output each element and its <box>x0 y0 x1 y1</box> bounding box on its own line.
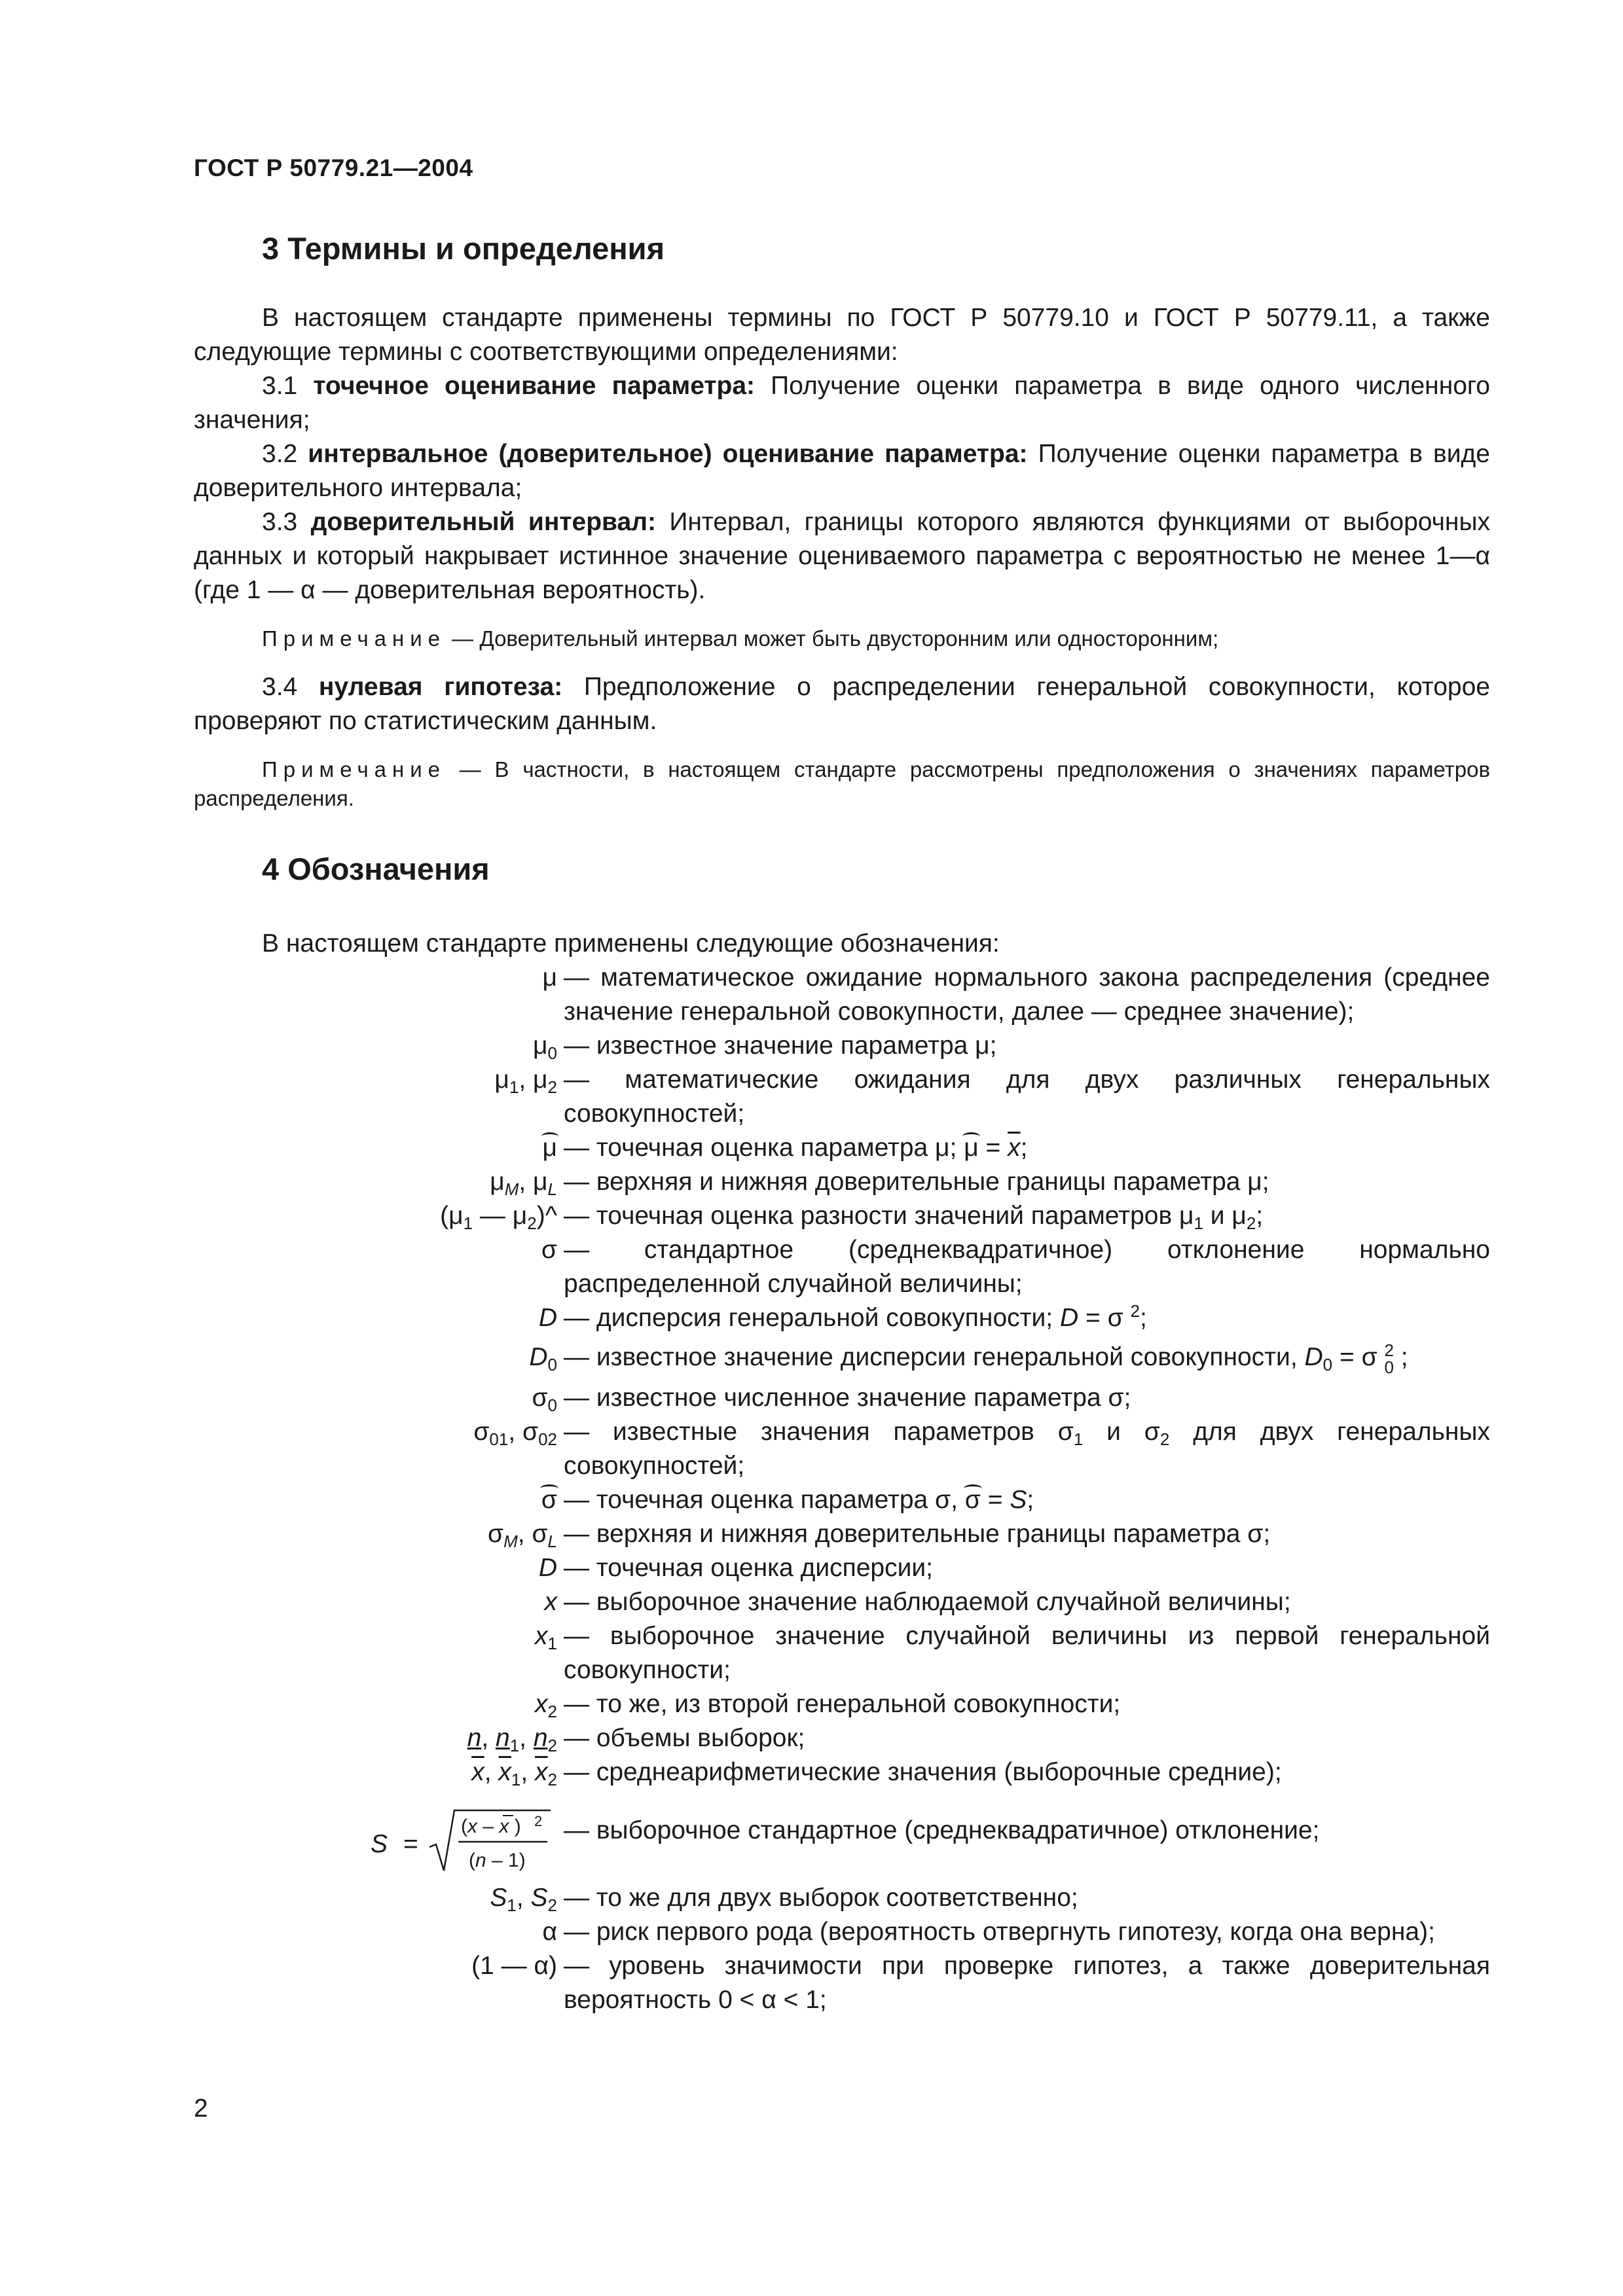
def-sigma01-02: $\sigma_{01}$, $\sigma_{02}$ — известные значения параметров $\sigma_1$ и $\sigma_2$ для двух генеральных совокупностей; <box>473 1417 1490 1480</box>
def-mu: μ — математическое ожидание нормального закона распределения (среднее значение генеральной совокупности, далее — среднее значение); <box>542 963 1490 1026</box>
term-3-3: 3.3 доверительный интервал: Интервал, границы которого являются функциями от выборочных данных и который накрывает истинное значение оцениваемого параметра с вероятностью не менее 1—α (где 1 — α — доверительная вероятность). <box>194 508 1490 604</box>
def-mu-ml: $\mu_M$, $\mu_L$ — верхняя и нижняя доверительные границы параметра μ; <box>490 1168 1269 1199</box>
document-header: ГОСТ Р 50779.21—2004 <box>194 154 473 181</box>
section-4-intro: В настоящем стандарте применены следующие обозначения: <box>262 929 1000 958</box>
section-3-body <box>194 301 1490 830</box>
page-number: 2 <box>194 2094 208 2123</box>
def-x: x — выборочное значение наблюдаемой случайной величины; <box>544 1587 1291 1616</box>
def-x2: $x_2$ — то же, из второй генеральной совокупности; <box>535 1689 1121 1721</box>
def-s12: $S_1$, $S_2$ — то же для двух выборок соответственно; <box>490 1883 1078 1915</box>
def-s-formula: S = (x – x ) 2 (n – 1) — выборочное стандартное (среднеквадратичное) отклонение; <box>194 1806 1490 1874</box>
def-sigma-hat: σ — точечная оценка параметра σ, σ = S; <box>194 1483 1490 1517</box>
def-sigma-ml: $\sigma_M$, $\sigma_L$ — верхняя и нижняя доверительные границы параметра σ; <box>488 1519 1271 1551</box>
term-3-1: 3.1 точечное оценивание параметра: Получение оценки параметра в виде одного численного значения; <box>194 372 1490 434</box>
def-xbar: $\overline{x}$, $\overline{x}_1$, $\overline{x}_2$ — среднеарифметические значения (выборочные средние); <box>471 1757 1282 1789</box>
term-3-2: 3.2 интервальное (доверительное) оценивание параметра: Получение оценки параметра в виде доверительного интервала; <box>194 440 1490 502</box>
section-3-intro: В настоящем стандарте применены термины по ГОСТ Р 50779.10 и ГОСТ Р 50779.11, а также следующие термины с соответствующими определениями: <box>194 304 1490 366</box>
svg-text:2: 2 <box>534 1812 543 1829</box>
svg-text:S: S <box>371 1829 388 1858</box>
def-sigma0: $\sigma_0$ — известное численное значение параметра σ; <box>532 1383 1131 1415</box>
def-mu12: $\mu_1$, $\mu_2$ — математические ожидания для двух различных генеральных совокупностей; <box>494 1066 1490 1128</box>
def-x1: $x_1$ — выборочное значение случайной величины из первой генеральной совокупности; <box>535 1621 1490 1684</box>
s-formula <box>194 1806 557 1874</box>
def-mu-diff: ($\mu_1$ — $\mu_2)\^{}$ — точечная оценка разности значений параметров $\mu_1$ и $\mu_2$; <box>440 1202 1264 1233</box>
def-d0: $D_0$ — известное значение дисперсии генеральной совокупности, $D_0 = \sigma$ 2 0 ; <box>529 1340 1408 1377</box>
section-3-title: 3 Термины и определения <box>262 231 665 266</box>
def-mu0: $\mu_0$ — известное значение параметра μ; <box>533 1031 997 1063</box>
section-4-title: 4 Обозначения <box>262 852 490 886</box>
def-1-alpha: (1 — α) — уровень значимости при проверке гипотез, а также доверительная вероятность 0 < α < 1; <box>471 1951 1490 2014</box>
def-alpha: α — риск первого рода (вероятность отвергнуть гипотезу, когда она верна); <box>542 1917 1435 1946</box>
def-d-hat: D — точечная оценка дисперсии; <box>538 1553 934 1582</box>
def-n: n, $n_1$, $n_2$ — объемы выборок; <box>467 1723 805 1755</box>
svg-text:(n – 1): (n – 1) <box>469 1849 526 1871</box>
svg-text:(x – x ): (x – x ) <box>461 1815 521 1837</box>
term-3-4: 3.4 нулевая гипотеза: Предположение о распределении генеральной совокупности, которое проверяют по статистическим данным. <box>194 673 1490 735</box>
note-2: Примечание — В частности, в настоящем стандарте рассмотрены предположения о значениях параметров распределения. <box>194 757 1490 810</box>
def-sigma: σ — стандартное (среднеквадратичное) отклонение нормально распределенной случайной величины; <box>541 1236 1490 1298</box>
svg-text:=: = <box>403 1829 418 1858</box>
def-mu-hat: μ — точечная оценка параметра μ; $\mu = \overline{x}$; <box>194 1131 1490 1165</box>
note-1: Примечание — Доверительный интервал может быть двусторонним или односторонним; <box>262 626 1219 651</box>
section-4-body <box>194 927 1490 2017</box>
def-d: D — дисперсия генеральной совокупности; D = σ $^2$; <box>538 1301 1147 1332</box>
